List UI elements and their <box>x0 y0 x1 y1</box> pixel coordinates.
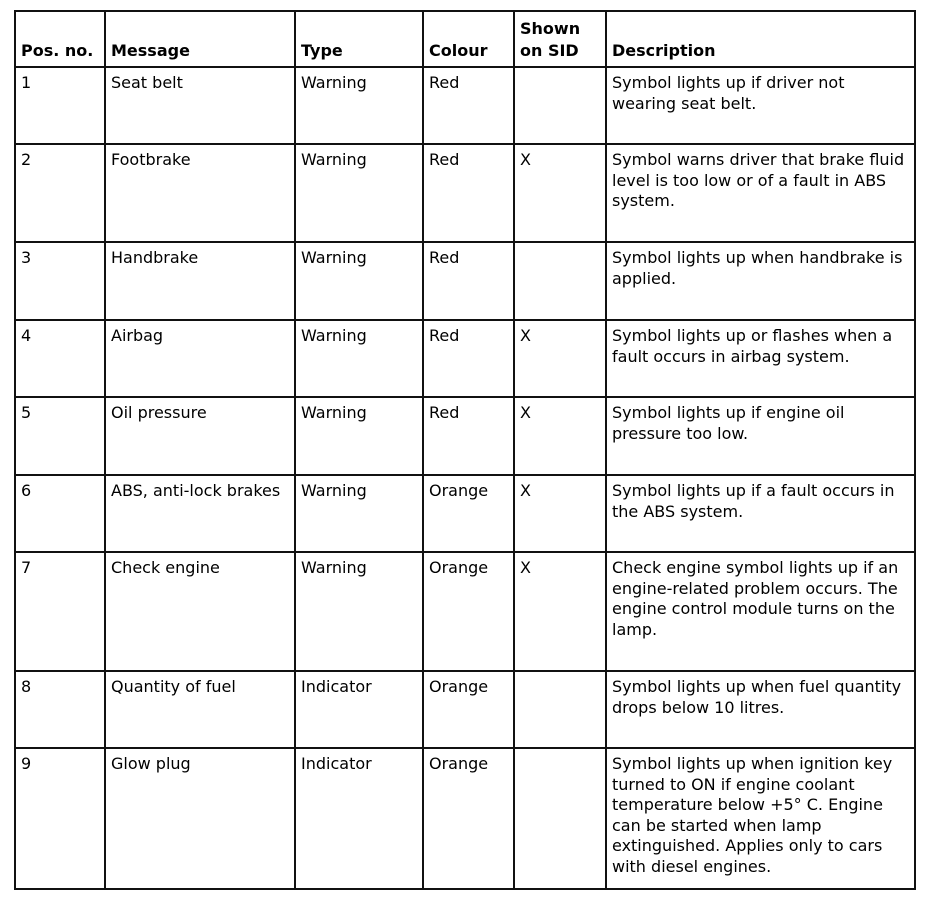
table-row <box>15 242 915 320</box>
cell-description: Symbol lights up or flashes when a fault occurs in airbag system. <box>606 320 915 397</box>
cell-colour: Orange <box>423 748 514 889</box>
table-row <box>15 144 915 242</box>
cell-description: Symbol lights up when handbrake is applied. <box>606 242 915 320</box>
cell-colour: Orange <box>423 552 514 671</box>
cell-type: Indicator <box>295 671 423 748</box>
table-row <box>15 552 915 671</box>
header-type: Type <box>295 11 423 67</box>
cell-colour: Orange <box>423 671 514 748</box>
cell-pos: 4 <box>15 320 105 397</box>
cell-pos: 1 <box>15 67 105 144</box>
header-message: Message <box>105 11 295 67</box>
cell-pos: 2 <box>15 144 105 242</box>
table-row <box>15 748 915 889</box>
cell-type: Warning <box>295 242 423 320</box>
cell-pos: 3 <box>15 242 105 320</box>
cell-colour: Red <box>423 320 514 397</box>
cell-description: Symbol lights up if engine oil pressure too low. <box>606 397 915 475</box>
cell-description: Symbol lights up if a fault occurs in the ABS system. <box>606 475 915 552</box>
cell-type: Indicator <box>295 748 423 889</box>
cell-message: Glow plug <box>105 748 295 889</box>
table-header-row <box>15 11 915 67</box>
cell-colour: Red <box>423 242 514 320</box>
cell-pos: 9 <box>15 748 105 889</box>
cell-colour: Red <box>423 397 514 475</box>
cell-pos: 8 <box>15 671 105 748</box>
cell-description: Symbol lights up when fuel quantity drops below 10 litres. <box>606 671 915 748</box>
cell-description: Symbol lights up when ignition key turned to ON if engine coolant temperature below +5° C. Engine can be started when lamp extinguished. Applies only to cars with diesel engines. <box>606 748 915 889</box>
table-row <box>15 475 915 552</box>
cell-colour: Red <box>423 144 514 242</box>
table-row <box>15 397 915 475</box>
warning-symbols-table <box>14 10 916 890</box>
cell-type: Warning <box>295 67 423 144</box>
header-shown-line2: on SID <box>520 41 579 60</box>
cell-shown-on-sid <box>514 671 606 748</box>
cell-type: Warning <box>295 144 423 242</box>
header-shown-line1: Shown <box>520 19 581 38</box>
cell-shown-on-sid <box>514 748 606 889</box>
header-colour: Colour <box>423 11 514 67</box>
table-row <box>15 320 915 397</box>
cell-type: Warning <box>295 552 423 671</box>
cell-message: Seat belt <box>105 67 295 144</box>
cell-shown-on-sid: X <box>514 475 606 552</box>
cell-colour: Red <box>423 67 514 144</box>
cell-type: Warning <box>295 397 423 475</box>
cell-type: Warning <box>295 320 423 397</box>
cell-description: Symbol warns driver that brake fluid level is too low or of a fault in ABS system. <box>606 144 915 242</box>
cell-pos: 5 <box>15 397 105 475</box>
cell-shown-on-sid: X <box>514 144 606 242</box>
cell-message: Check engine <box>105 552 295 671</box>
table-row <box>15 67 915 144</box>
header-description: Description <box>606 11 915 67</box>
cell-colour: Orange <box>423 475 514 552</box>
table-row <box>15 671 915 748</box>
cell-pos: 7 <box>15 552 105 671</box>
cell-shown-on-sid <box>514 242 606 320</box>
cell-shown-on-sid: X <box>514 320 606 397</box>
cell-message: Airbag <box>105 320 295 397</box>
cell-description: Symbol lights up if driver not wearing seat belt. <box>606 67 915 144</box>
cell-message: Quantity of fuel <box>105 671 295 748</box>
cell-message: ABS, anti-lock brakes <box>105 475 295 552</box>
cell-shown-on-sid <box>514 67 606 144</box>
cell-message: Handbrake <box>105 242 295 320</box>
cell-pos: 6 <box>15 475 105 552</box>
cell-shown-on-sid: X <box>514 397 606 475</box>
header-pos: Pos. no. <box>15 11 105 67</box>
cell-type: Warning <box>295 475 423 552</box>
cell-message: Footbrake <box>105 144 295 242</box>
cell-message: Oil pressure <box>105 397 295 475</box>
cell-description: Check engine symbol lights up if an engine-related problem occurs. The engine control module turns on the lamp. <box>606 552 915 671</box>
cell-shown-on-sid: X <box>514 552 606 671</box>
header-shown-on-sid <box>514 11 606 67</box>
